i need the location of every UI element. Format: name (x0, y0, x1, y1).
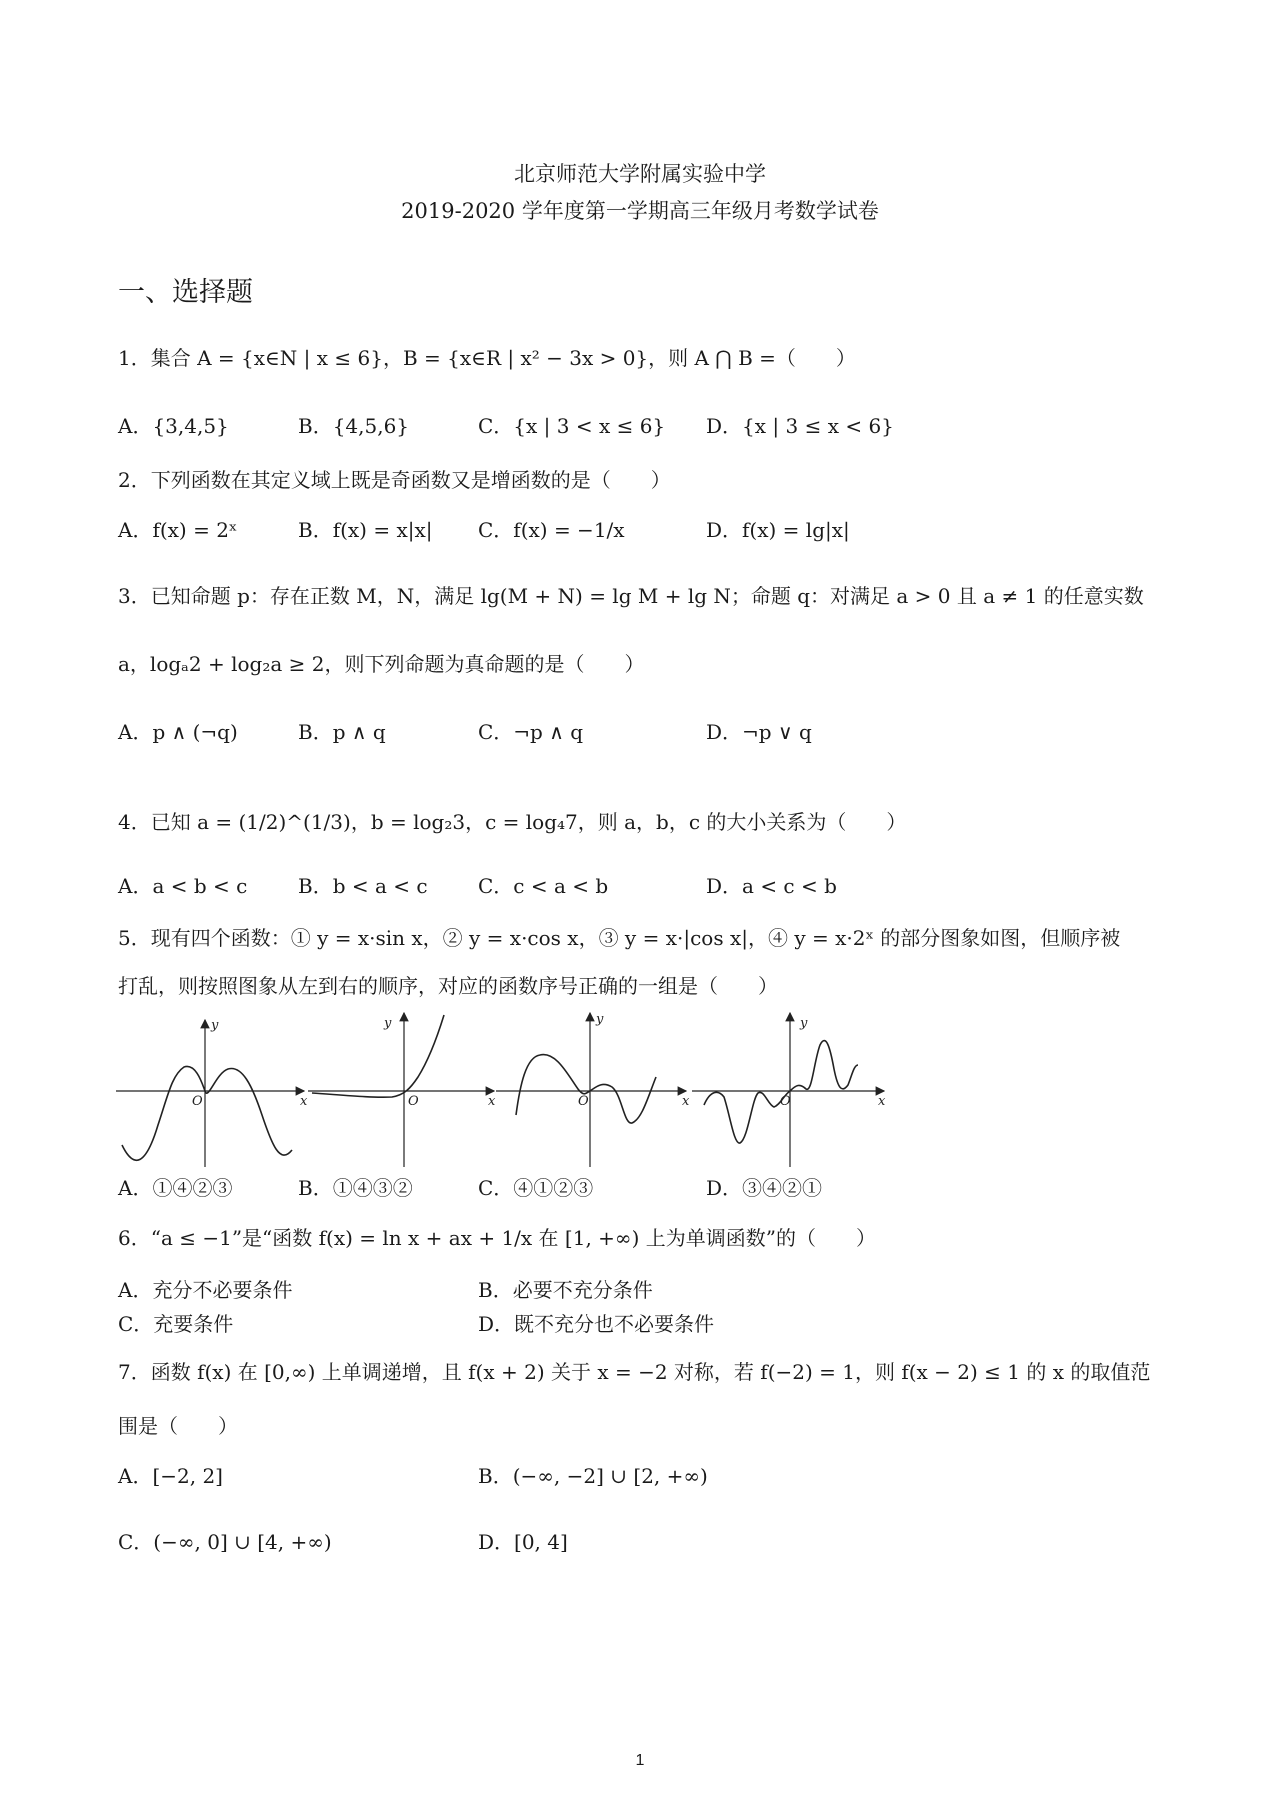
question-2: 2．下列函数在其定义域上既是奇函数又是增函数的是（ ） (118, 468, 671, 492)
graph-3-y-label: y (596, 1012, 604, 1027)
q3-option-a: A．p ∧ (¬q) (118, 720, 238, 744)
q1-option-b: B．{4,5,6} (298, 414, 410, 438)
graph-1 (116, 1018, 308, 1167)
graph-2-x-label: x (488, 1094, 496, 1109)
graph-1-y-label: y (211, 1018, 219, 1033)
q3-option-b: B．p ∧ q (298, 720, 386, 744)
graph-2-y-label: y (384, 1016, 392, 1031)
q7-option-b: B．(−∞, −2] ∪ [2, +∞) (478, 1464, 708, 1488)
q6-option-c: C．充要条件 (118, 1312, 234, 1336)
graph-4-y-label: y (800, 1016, 808, 1031)
graph-4-origin: O (780, 1094, 791, 1109)
graph-3-x-label: x (682, 1094, 690, 1109)
q4-option-b: B．b < a < c (298, 874, 428, 898)
q1-option-a: A．{3,4,5} (118, 414, 229, 438)
q1-option-d: D．{x | 3 ≤ x < 6} (706, 414, 894, 438)
q7-option-a: A．[−2, 2] (118, 1464, 223, 1488)
q6-option-b: B．必要不充分条件 (478, 1278, 653, 1302)
q1-option-c: C．{x | 3 < x ≤ 6} (478, 414, 666, 438)
question-5-line-2: 打乱，则按照图象从左到右的顺序，对应的函数序号正确的一组是（ ） (118, 974, 778, 998)
school-name: 北京师范大学附属实验中学 (514, 162, 766, 186)
q4-option-c: C．c < a < b (478, 874, 609, 898)
q6-option-a: A．充分不必要条件 (118, 1278, 293, 1302)
graph-4-x-label: x (878, 1094, 886, 1109)
q5-option-a: A．①④②③ (118, 1176, 233, 1200)
q6-option-d: D．既不充分也不必要条件 (478, 1312, 715, 1336)
question-4: 4．已知 a = (1/2)^(1/3)，b = log₂3，c = log₄7，则 a，b，c 的大小关系为（ ） (118, 810, 907, 834)
section-title: 一、选择题 (118, 277, 253, 308)
q5-option-d: D．③④②① (706, 1176, 823, 1200)
question-6: 6．“a ≤ −1”是“函数 f(x) = ln x + ax + 1/x 在 [1, +∞) 上为单调函数”的（ ） (118, 1226, 876, 1250)
graph-2-curve (312, 1015, 444, 1097)
graph-3 (496, 1012, 690, 1167)
q4-option-a: A．a < b < c (118, 874, 248, 898)
q5-option-c: C．④①②③ (478, 1176, 594, 1200)
q7-option-c: C．(−∞, 0] ∪ [4, +∞) (118, 1530, 332, 1554)
graph-1-curve (122, 1066, 292, 1160)
graph-3-curve (516, 1055, 656, 1124)
q2-option-d: D．f(x) = lg|x| (706, 518, 850, 542)
q2-option-c: C．f(x) = −1/x (478, 518, 625, 542)
graph-3-origin: O (578, 1094, 589, 1109)
graph-2-origin: O (408, 1094, 419, 1109)
graphs-svg (112, 1005, 892, 1175)
graph-1-origin: O (192, 1094, 203, 1109)
q2-option-b: B．f(x) = x|x| (298, 518, 433, 542)
question-3-line-1: 3．已知命题 p：存在正数 M，N，满足 lg(M + N) = lg M + lg N；命题 q：对满足 a > 0 且 a ≠ 1 的任意实数 (118, 584, 1144, 608)
question-1: 1．集合 A = {x∈N | x ≤ 6}，B = {x∈R | x² − 3x > 0}，则 A ⋂ B =（ ） (118, 346, 856, 370)
exam-title: 2019-2020 学年度第一学期高三年级月考数学试卷 (401, 199, 879, 223)
question-5-line-1: 5．现有四个函数：① y = x·sin x，② y = x·cos x，③ y = x·|cos x|，④ y = x·2ˣ 的部分图象如图，但顺序被 (118, 926, 1121, 950)
page-number: 1 (635, 1752, 645, 1769)
function-graphs (112, 1005, 892, 1179)
q5-option-b: B．①④③② (298, 1176, 413, 1200)
q2-option-a: A．f(x) = 2ˣ (118, 518, 238, 542)
question-3-line-2: a，logₐ2 + log₂a ≥ 2，则下列命题为真命题的是（ ） (118, 652, 645, 676)
graph-4-curve (704, 1041, 858, 1144)
q7-option-d: D．[0, 4] (478, 1530, 568, 1554)
q4-option-d: D．a < c < b (706, 874, 837, 898)
graph-4 (692, 1013, 886, 1167)
q3-option-c: C．¬p ∧ q (478, 720, 584, 744)
graph-2 (308, 1013, 496, 1167)
question-7-line-2: 围是（ ） (118, 1414, 238, 1438)
question-7-line-1: 7．函数 f(x) 在 [0,∞) 上单调递增，且 f(x + 2) 关于 x = −2 对称，若 f(−2) = 1，则 f(x − 2) ≤ 1 的 x 的取值范 (118, 1360, 1151, 1384)
graph-1-x-label: x (300, 1094, 308, 1109)
q3-option-d: D．¬p ∨ q (706, 720, 812, 744)
